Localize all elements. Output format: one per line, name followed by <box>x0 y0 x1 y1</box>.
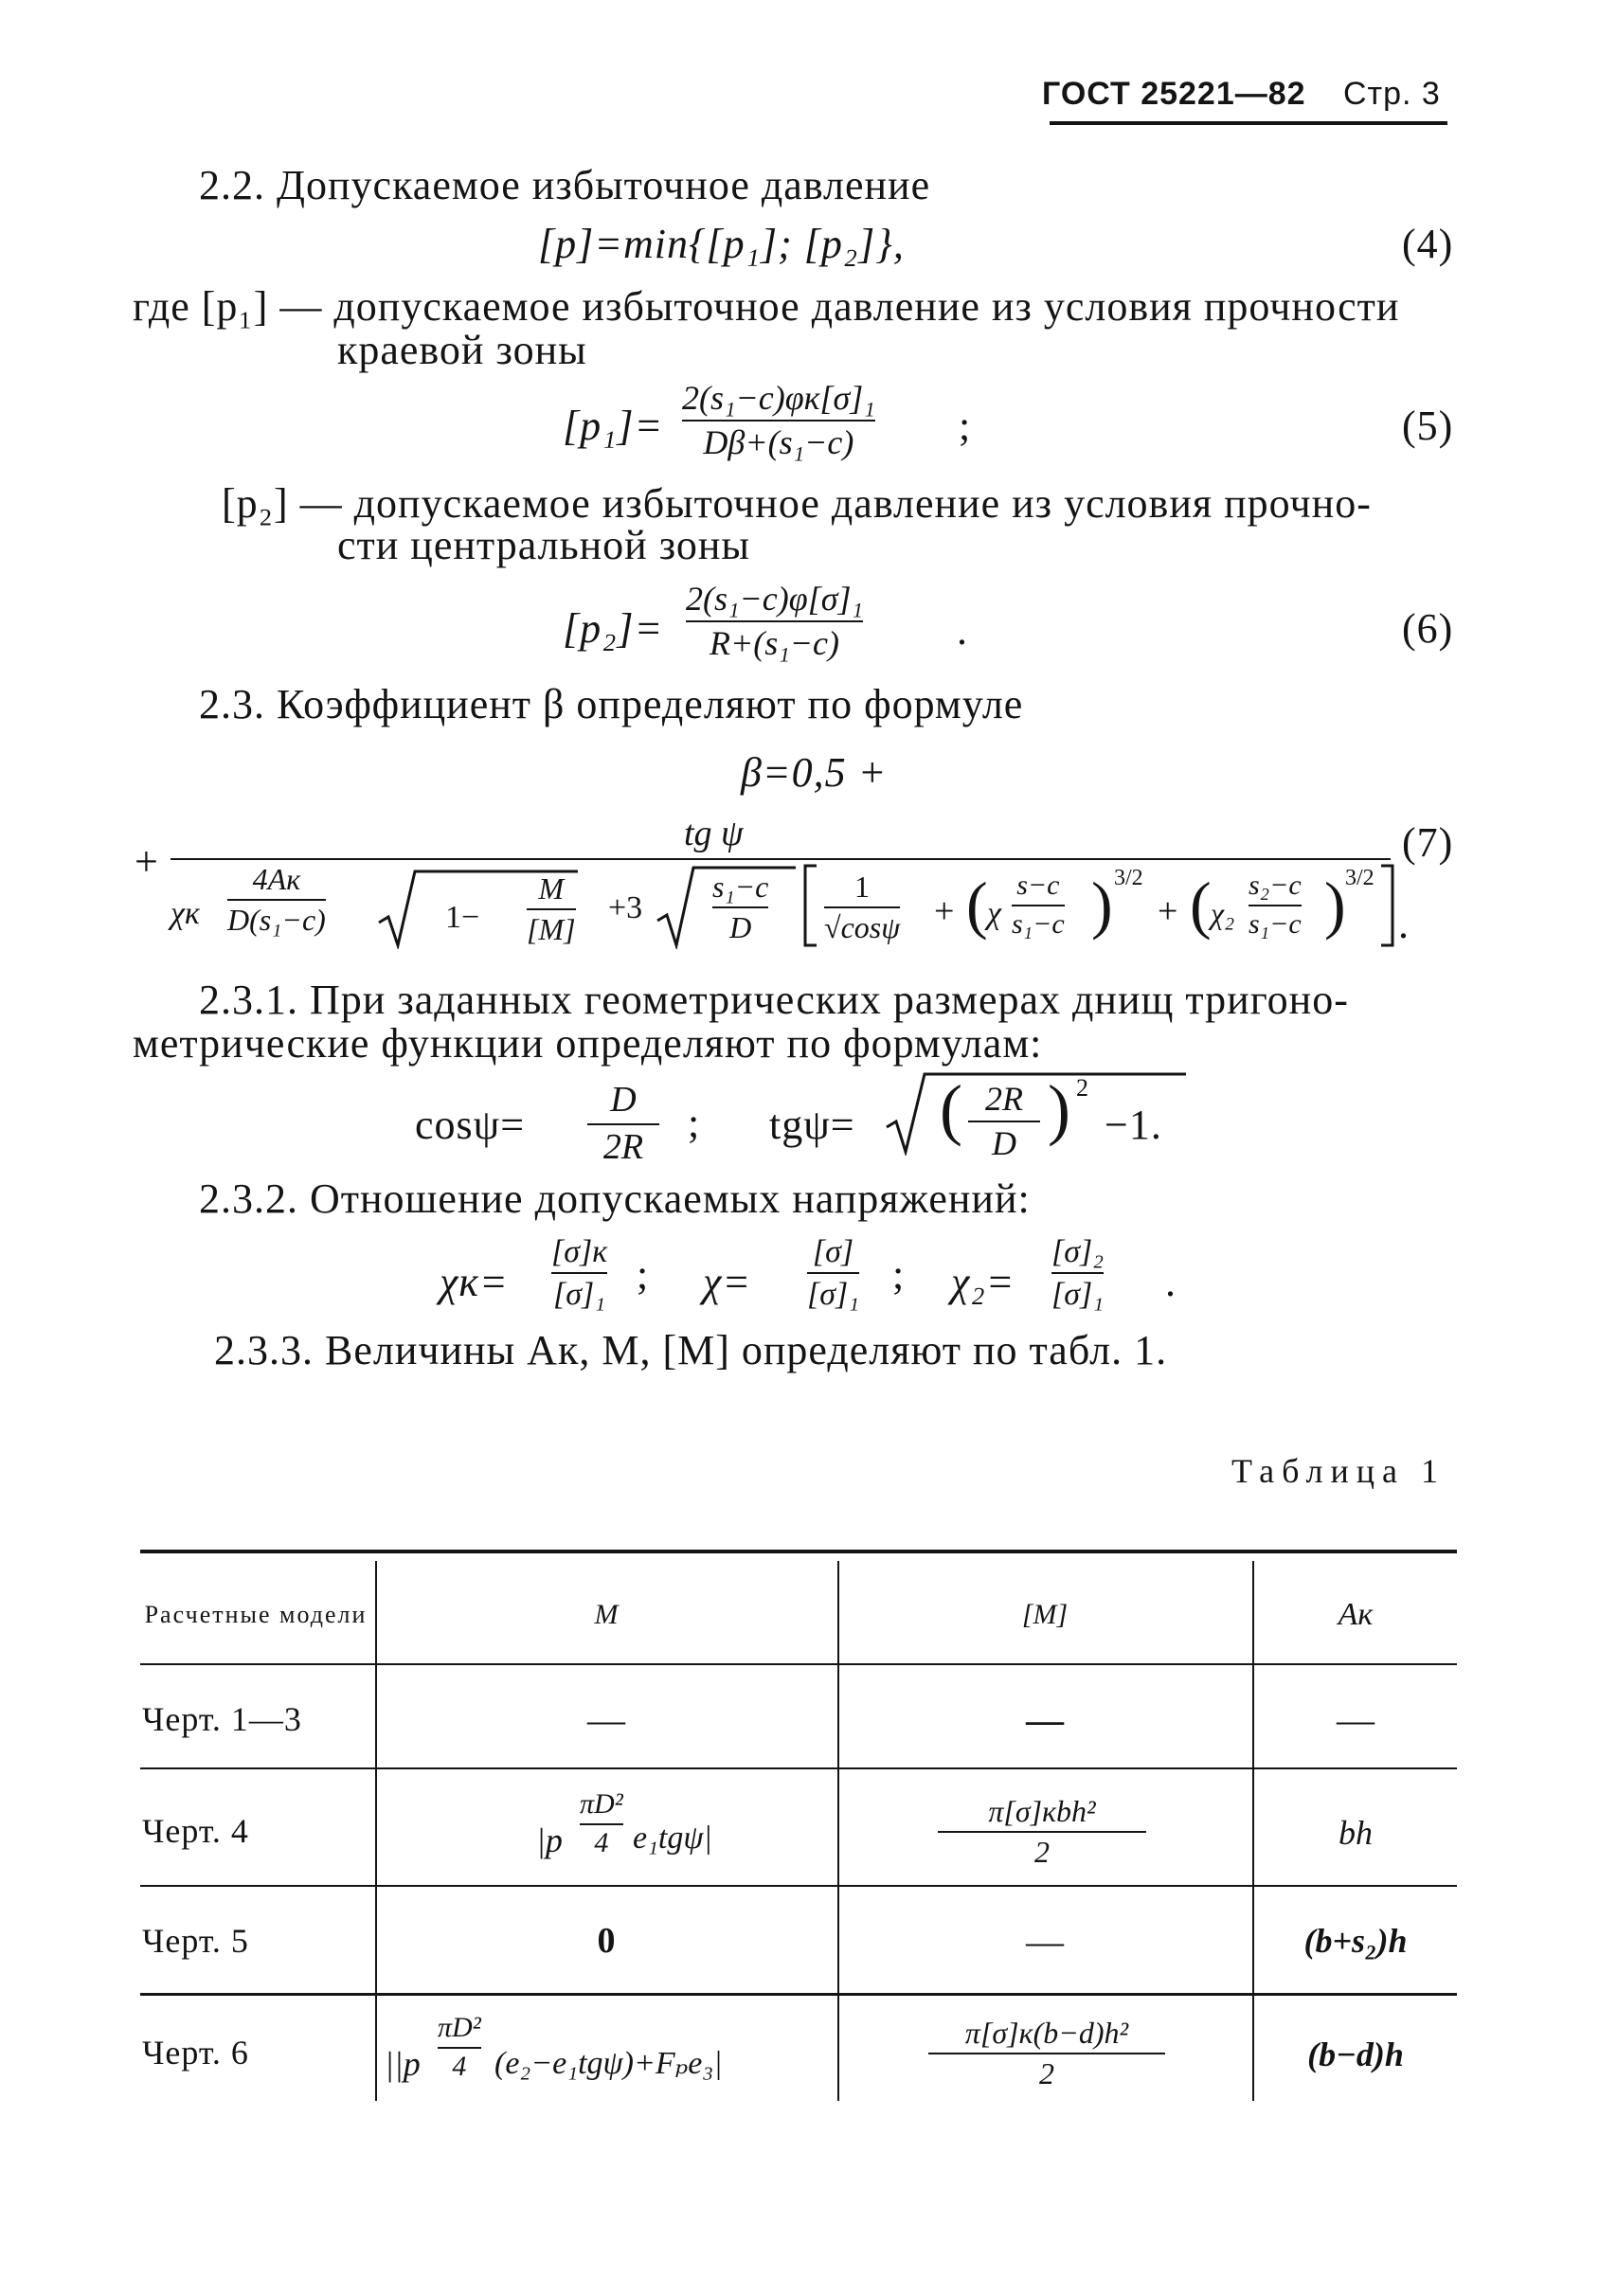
row2-MM-den: 2 <box>1034 1834 1050 1869</box>
where-p2-continuation: сти центральной зоны <box>337 522 750 568</box>
tg-lhs: tgψ= <box>769 1102 855 1148</box>
f7-exp-a: 3/2 <box>1114 866 1143 890</box>
equation-number-5: (5) <box>1402 403 1454 449</box>
f7-plus3: +3 <box>608 890 643 925</box>
f7-numerator: tg ψ <box>684 814 744 853</box>
section-2-3-1-line1: 2.3.1. При заданных геометрических размерах днищ тригоно- <box>199 977 1349 1023</box>
f7-sc-fraction <box>712 870 768 945</box>
f7-chi-k: χк <box>171 896 200 931</box>
f7-s-num: s−c <box>1016 870 1060 901</box>
f7-M-num: M <box>538 871 565 906</box>
table-caption: Таблица 1 <box>1231 1452 1446 1490</box>
row2-M-den: 4 <box>594 1826 609 1858</box>
beta-line: β=0,5 + <box>741 749 888 796</box>
section-2-2-heading: 2.2. Допускаемое избыточное давление <box>199 162 931 208</box>
header-A: Aк <box>1338 1597 1374 1632</box>
f7-s-fraction <box>1012 870 1065 941</box>
chi-k-num: [σ]к <box>551 1234 608 1269</box>
chi2-lhs: χ₂= <box>951 1259 1015 1305</box>
header-rule <box>1050 121 1447 125</box>
tg-fraction <box>968 1080 1040 1164</box>
chi-k-lhs: χк= <box>440 1259 509 1305</box>
page-number: Стр. 3 <box>1343 76 1441 112</box>
row2-M-fraction <box>580 1788 623 1859</box>
f7-plus-b: + <box>1158 891 1178 931</box>
f7-4A-den: D(s₁−c) <box>227 902 326 937</box>
table-row3-rule <box>140 1993 1457 1996</box>
row4-M-post: (e₂−e₁tgψ)+Fₚe₃| <box>494 2046 723 2081</box>
f7-cos: √cosψ <box>824 909 901 944</box>
f7-exp-b: 3/2 <box>1345 866 1374 890</box>
row4-M-den: 4 <box>452 2050 467 2082</box>
chi2-den: [σ]₁ <box>1051 1277 1105 1313</box>
chi-k-fraction <box>551 1233 607 1313</box>
row1-A: — <box>1337 1697 1374 1741</box>
f7-one: 1 <box>854 870 871 904</box>
chi-num: [σ] <box>812 1234 854 1269</box>
row4-MM-num: π[σ]к(b−d)h² <box>964 2016 1129 2050</box>
table-top-rule <box>140 1550 1457 1553</box>
table-col-divider-1 <box>375 1561 377 2101</box>
row3-M: 0 <box>597 1921 616 1961</box>
f7-end: . <box>1398 901 1410 947</box>
f7-4A-num: 4Aк <box>252 862 301 896</box>
section-2-3-2-line: 2.3.2. Отношение допускаемых напряжений: <box>199 1175 1031 1222</box>
f7-sc-num: s₁−c <box>712 870 769 904</box>
where-p1-continuation: краевой зоны <box>337 327 587 373</box>
f7-sc-den: D <box>729 909 752 944</box>
chi-k-semicolon: ; <box>637 1251 650 1298</box>
row2-MM-fraction <box>938 1794 1146 1870</box>
section-2-3-1-line2: метрические функции определяют по формулам: <box>133 1020 1043 1067</box>
table-row2-rule <box>140 1885 1457 1887</box>
tg-paren-open: ( <box>940 1071 962 1147</box>
row2-M-pre: |p <box>536 1821 563 1859</box>
cos-lhs: cosψ= <box>415 1102 526 1148</box>
where-p1-text: где [p₁] — допускаемое избыточное давление из условия прочности <box>133 283 1400 330</box>
header-M: M <box>594 1599 619 1630</box>
row4-M-fraction <box>438 2012 481 2083</box>
row2-A: bh <box>1339 1814 1373 1852</box>
p1-lhs: [p₁]= <box>563 403 664 449</box>
row4-M-pre: ||p <box>385 2045 421 2083</box>
cos-fraction <box>587 1080 659 1168</box>
where-p2-text: [p₂] — допускаемое избыточное давление из условия прочно- <box>222 480 1372 527</box>
row3-A: (b+s₂)h <box>1303 1922 1408 1960</box>
f7-M-fraction <box>527 871 576 947</box>
f7-plus: + <box>135 838 159 885</box>
table-col-divider-3 <box>1252 1561 1254 2101</box>
f7-s2-den: s₁−c <box>1249 907 1302 940</box>
tg-exp: 2 <box>1076 1074 1088 1102</box>
f7-one-over-cos <box>824 870 900 945</box>
row2-model: Черт. 4 <box>142 1812 249 1850</box>
p1-fraction <box>682 379 875 463</box>
row4-MM-fraction <box>928 2016 1165 2091</box>
p2-denominator: R+(s₁−c) <box>709 624 840 663</box>
f7-plus-a: + <box>934 891 955 931</box>
p1-numerator: 2(s₁−c)φк[σ]₁ <box>682 379 875 417</box>
chi2-fraction <box>1051 1233 1104 1313</box>
row4-MM-den: 2 <box>1039 2055 1054 2090</box>
f7-bracket-open <box>801 862 820 949</box>
f7-chi2: χ₂ <box>1211 896 1235 930</box>
chi-lhs: χ= <box>703 1259 752 1305</box>
f7-bracket-close <box>1377 862 1396 949</box>
cos-num: D <box>610 1080 637 1120</box>
f7-paren-open-a: ( <box>966 869 988 941</box>
formula-4: [p]=min{[p₁]; [p₂]}, <box>538 221 905 267</box>
f7-M-den: [M] <box>527 911 576 946</box>
table-row1-rule <box>140 1767 1457 1769</box>
tg-paren-close: ) <box>1048 1071 1070 1147</box>
row1-model: Черт. 1—3 <box>142 1700 302 1738</box>
f7-s2-num: s₂−c <box>1249 870 1302 901</box>
row4-A: (b−d)h <box>1307 2036 1404 2073</box>
f7-s2-fraction <box>1249 870 1302 941</box>
p2-lhs: [p₂]= <box>563 605 664 652</box>
standard-number: ГОСТ 25221—82 <box>1042 76 1306 112</box>
table-col-divider-2 <box>837 1561 839 2101</box>
cos-separator: ; <box>688 1100 701 1146</box>
row1-M-allowable: — <box>1026 1697 1064 1741</box>
f7-paren-close-a: ) <box>1091 869 1113 941</box>
p1-denominator: Dβ+(s₁−c) <box>703 423 854 462</box>
f7-paren-open-b: ( <box>1190 869 1212 941</box>
p2-tail: . <box>957 607 968 654</box>
chi-semicolon: ; <box>892 1251 906 1298</box>
section-2-3-heading: 2.3. Коэффициент β определяют по формуле <box>199 681 1024 727</box>
header-M-allowable: [M] <box>1021 1599 1069 1630</box>
tg-tail: −1. <box>1105 1102 1162 1148</box>
f7-4A-fraction <box>227 862 326 938</box>
f7-paren-close-b: ) <box>1324 869 1346 941</box>
p2-numerator: 2(s₁−c)φ[σ]₁ <box>686 580 863 618</box>
chi-den: [σ]₁ <box>807 1277 860 1313</box>
tg-den: D <box>992 1124 1016 1163</box>
row2-MM-num: π[σ]кbh² <box>988 1794 1096 1828</box>
header-models: Расчетные модели <box>144 1601 368 1629</box>
row3-M-allowable: — <box>1026 1919 1064 1963</box>
equation-number-4: (4) <box>1402 221 1454 267</box>
row4-M-num: πD² <box>438 2012 481 2043</box>
p1-tail: ; <box>959 403 972 449</box>
p2-fraction <box>686 580 863 664</box>
chi2-num: [σ]₂ <box>1051 1234 1105 1269</box>
row1-M: — <box>587 1697 625 1741</box>
f7-one-minus: 1− <box>445 900 480 935</box>
tg-num: 2R <box>985 1080 1023 1118</box>
f7-chi-b: χ <box>987 896 1001 931</box>
equation-number-7: (7) <box>1402 819 1454 866</box>
section-2-3-3-line: 2.3.3. Величины Aк, M, [M] определяют по табл. 1. <box>214 1327 1168 1373</box>
cos-den: 2R <box>602 1126 644 1167</box>
chi2-dot: . <box>1165 1259 1177 1305</box>
row2-M-num: πD² <box>580 1788 623 1820</box>
table-header-rule <box>140 1663 1457 1665</box>
equation-number-6: (6) <box>1402 605 1454 652</box>
row4-model: Черт. 6 <box>142 2034 249 2072</box>
row3-model: Черт. 5 <box>142 1922 249 1960</box>
f7-main-bar <box>171 858 1391 860</box>
row2-M-post: e₁tgψ| <box>633 1821 712 1856</box>
chi-fraction <box>807 1233 859 1313</box>
chi-k-den: [σ]₁ <box>553 1277 606 1313</box>
f7-s-den: s₁−c <box>1012 907 1065 940</box>
